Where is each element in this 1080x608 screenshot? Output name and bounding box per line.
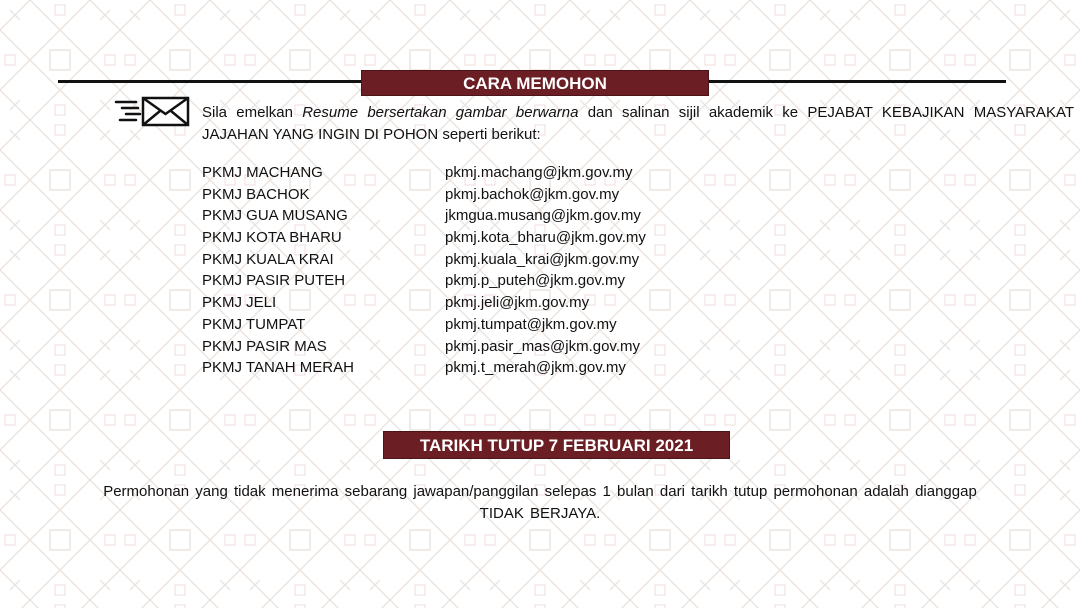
intro-text-start: Sila emelkan [202, 104, 303, 121]
footer-note: Permohonan yang tidak menerima sebarang jawapan/panggilan selepas 1 bulan dari tarikh tutup permohonan adalah dianggap TIDAK BERJAYA. [103, 483, 977, 522]
office-email: jkmgua.musang@jkm.gov.my [445, 207, 641, 225]
office-name: PKMJ JELI [202, 294, 277, 312]
office-row [202, 162, 722, 184]
office-row [202, 249, 722, 271]
office-email: pkmj.kuala_krai@jkm.gov.my [445, 250, 640, 268]
office-row [202, 336, 722, 358]
office-email-list [202, 162, 722, 379]
office-name: PKMJ GUA MUSANG [202, 207, 348, 225]
intro-text-italic: Resume bersertakan gambar berwarna [302, 104, 579, 121]
office-row [202, 357, 722, 379]
office-row [202, 227, 722, 249]
office-name: PKMJ TUMPAT [202, 315, 306, 333]
office-email: pkmj.kota_bharu@jkm.gov.my [445, 229, 646, 247]
office-email: pkmj.p_puteh@jkm.gov.my [445, 272, 626, 290]
section-title-banner: CARA MEMOHON [361, 70, 709, 96]
intro-text-end: dan salinan sijil akademik ke PEJABAT KEBAJIKAN MASYARAKAT JAJAHAN YANG INGIN DI POHON seperti berikut: [202, 104, 1075, 143]
office-row [202, 270, 722, 292]
office-name: PKMJ PASIR PUTEH [202, 272, 346, 290]
office-name: PKMJ PASIR MAS [202, 337, 327, 355]
office-name: PKMJ KUALA KRAI [202, 250, 334, 268]
instructions-paragraph [202, 102, 1074, 146]
office-row [202, 184, 722, 206]
mail-envelope-icon [112, 96, 192, 128]
header-rule-right [708, 80, 1006, 83]
office-email: pkmj.tumpat@jkm.gov.my [445, 315, 617, 333]
office-name: PKMJ KOTA BHARU [202, 229, 342, 247]
office-email: pkmj.bachok@jkm.gov.my [445, 185, 620, 203]
office-email: pkmj.t_merah@jkm.gov.my [445, 359, 626, 377]
office-row [202, 314, 722, 336]
office-email: pkmj.jeli@jkm.gov.my [445, 294, 590, 312]
office-name: PKMJ MACHANG [202, 164, 323, 181]
office-name: PKMJ TANAH MERAH [202, 359, 354, 377]
header-rule-left [58, 80, 362, 83]
office-email: pkmj.machang@jkm.gov.my [445, 164, 633, 181]
office-name: PKMJ BACHOK [202, 185, 310, 203]
office-row [202, 292, 722, 314]
deadline-banner: TARIKH TUTUP 7 FEBRUARI 2021 [383, 431, 730, 459]
office-row [202, 205, 722, 227]
office-email: pkmj.pasir_mas@jkm.gov.my [445, 337, 640, 355]
